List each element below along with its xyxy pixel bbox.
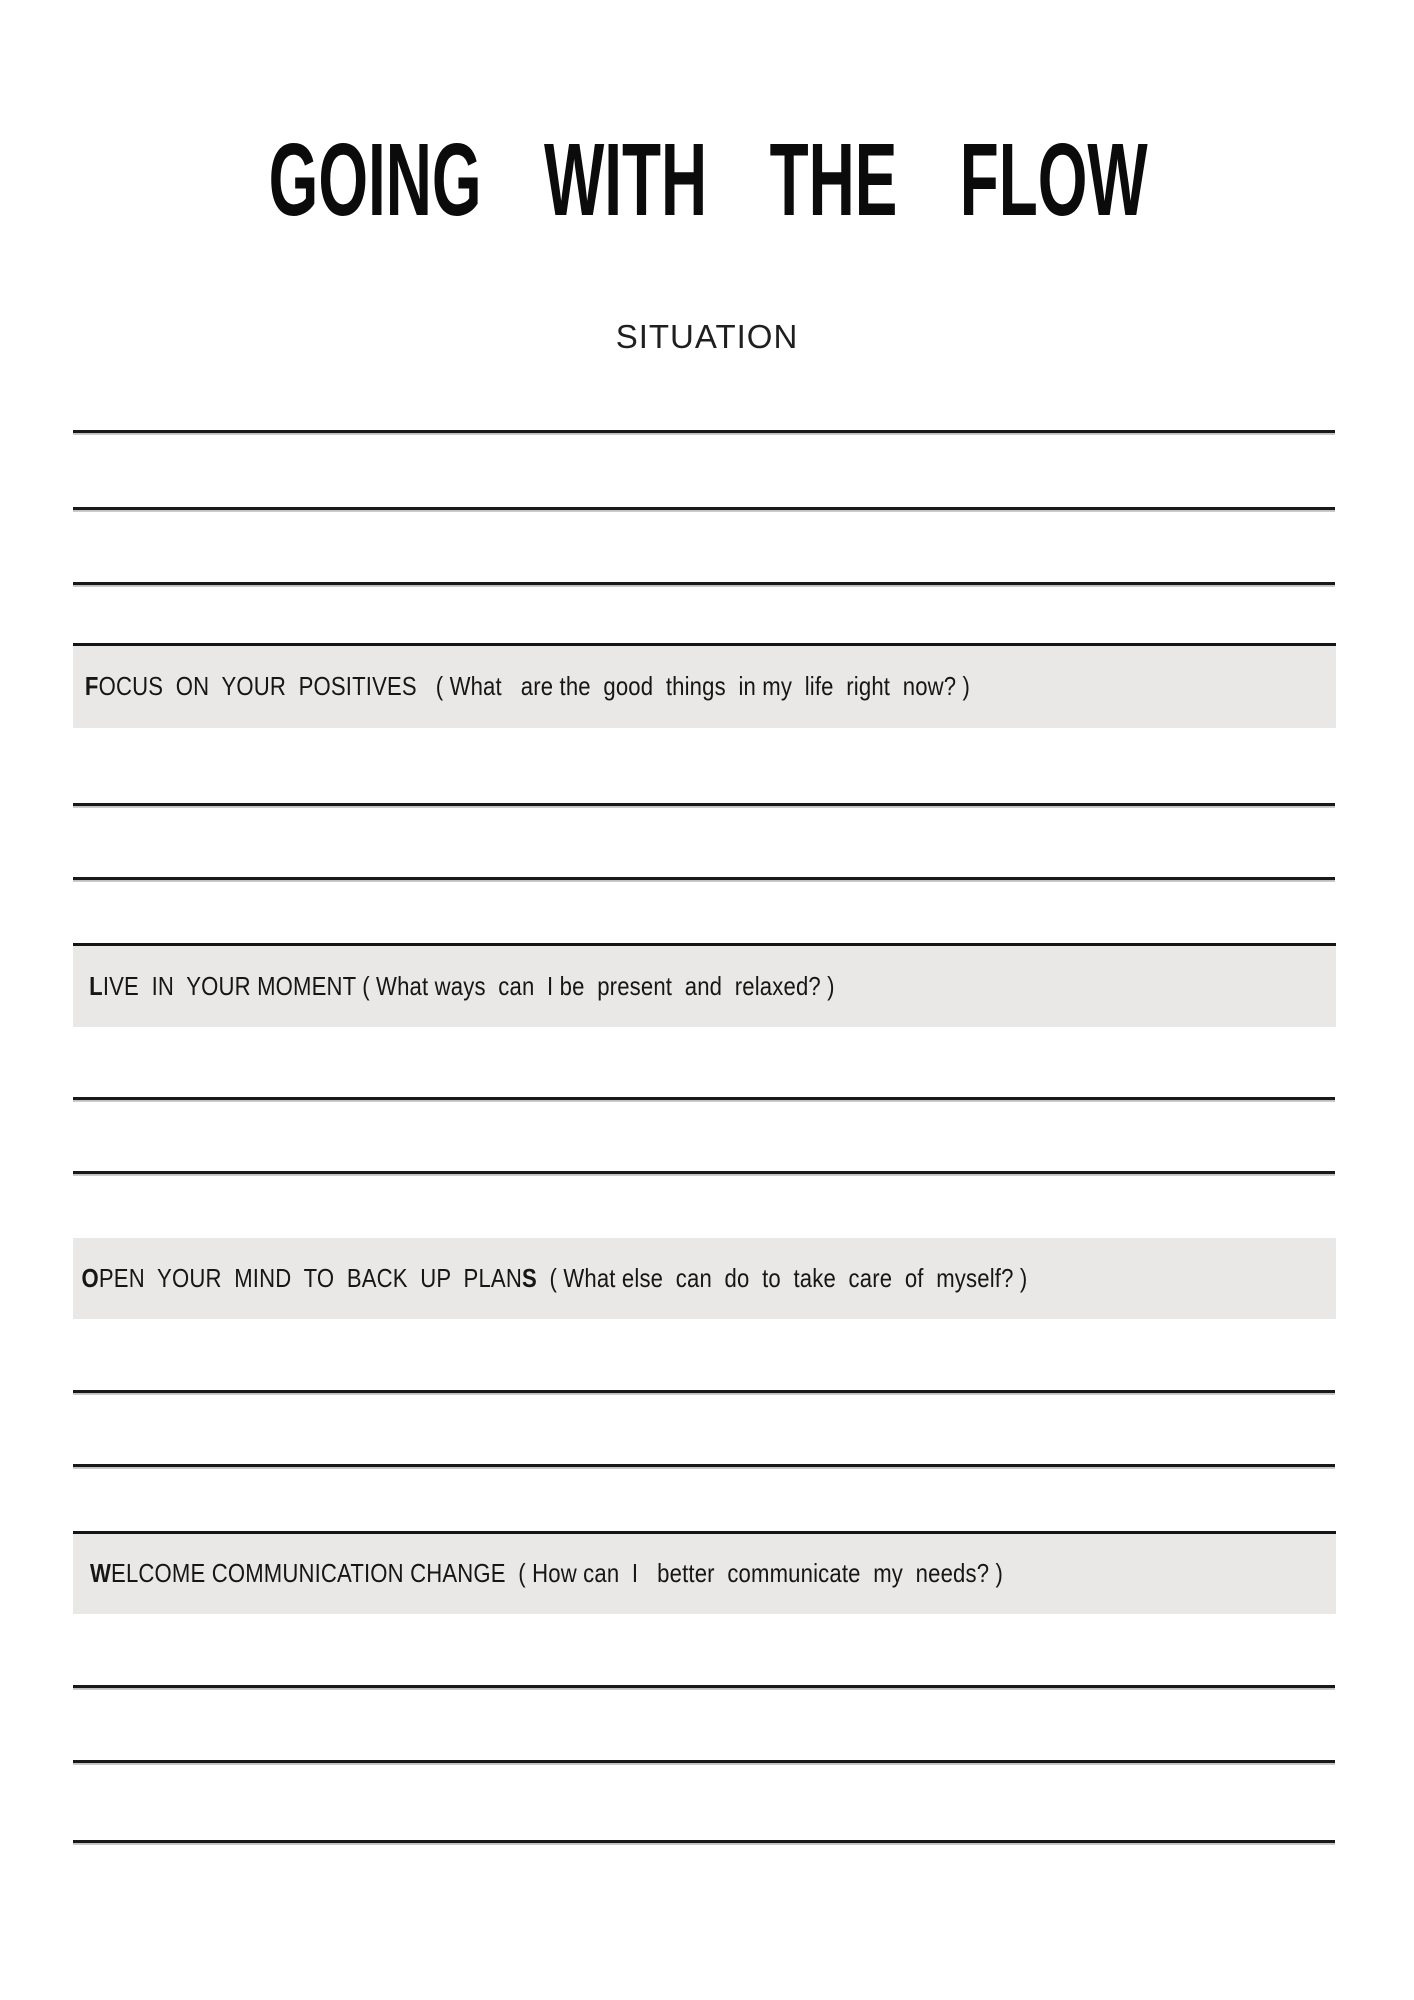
writing-line-11 — [73, 1760, 1335, 1763]
writing-line-2 — [73, 507, 1335, 510]
writing-line-3 — [73, 582, 1335, 585]
focus-bar-top-line — [73, 643, 1336, 646]
section-bar-welcome — [73, 1533, 1336, 1614]
writing-line-12 — [73, 1840, 1335, 1843]
page-title: GOING WITH THE FLOW — [268, 122, 1148, 237]
focus-label-text: OCUS ON YOUR POSITIVES ( What are the good things in my life right now? ) — [98, 671, 971, 701]
writing-line-4 — [73, 803, 1335, 806]
writing-line-6 — [73, 1097, 1335, 1100]
open-label-tail: ( What else can do to take care of myself? ) — [536, 1263, 1028, 1293]
section-bar-live — [73, 945, 1336, 1027]
open-bold-initial: O — [81, 1263, 99, 1293]
welcome-bold-initial: W — [90, 1558, 112, 1588]
section-label-focus — [73, 671, 970, 702]
section-label-open — [73, 1263, 1027, 1294]
writing-line-7 — [73, 1171, 1335, 1174]
section-bar-focus — [73, 645, 1336, 728]
writing-line-8 — [73, 1390, 1335, 1393]
focus-bold-initial: F — [84, 671, 99, 701]
section-label-welcome — [73, 1558, 1003, 1589]
writing-line-10 — [73, 1685, 1335, 1688]
situation-heading: SITUATION — [615, 318, 799, 355]
live-bar-top-line — [73, 943, 1336, 946]
open-bold-extra: S — [521, 1263, 537, 1293]
writing-line-9 — [73, 1464, 1335, 1467]
writing-line-5 — [73, 877, 1335, 880]
writing-line-1 — [73, 430, 1335, 433]
live-bold-initial: L — [89, 970, 103, 1001]
live-label-text: IVE IN YOUR MOMENT ( What ways can I be present and relaxed? ) — [102, 970, 835, 1001]
section-label-live — [73, 971, 835, 1002]
section-bar-open — [73, 1238, 1336, 1319]
open-label-text: PEN YOUR MIND TO BACK UP PLAN — [98, 1263, 522, 1293]
welcome-bar-top-line — [73, 1531, 1336, 1534]
welcome-label-text: ELCOME COMMUNICATION CHANGE ( How can I better communicate my needs? ) — [111, 1558, 1004, 1588]
